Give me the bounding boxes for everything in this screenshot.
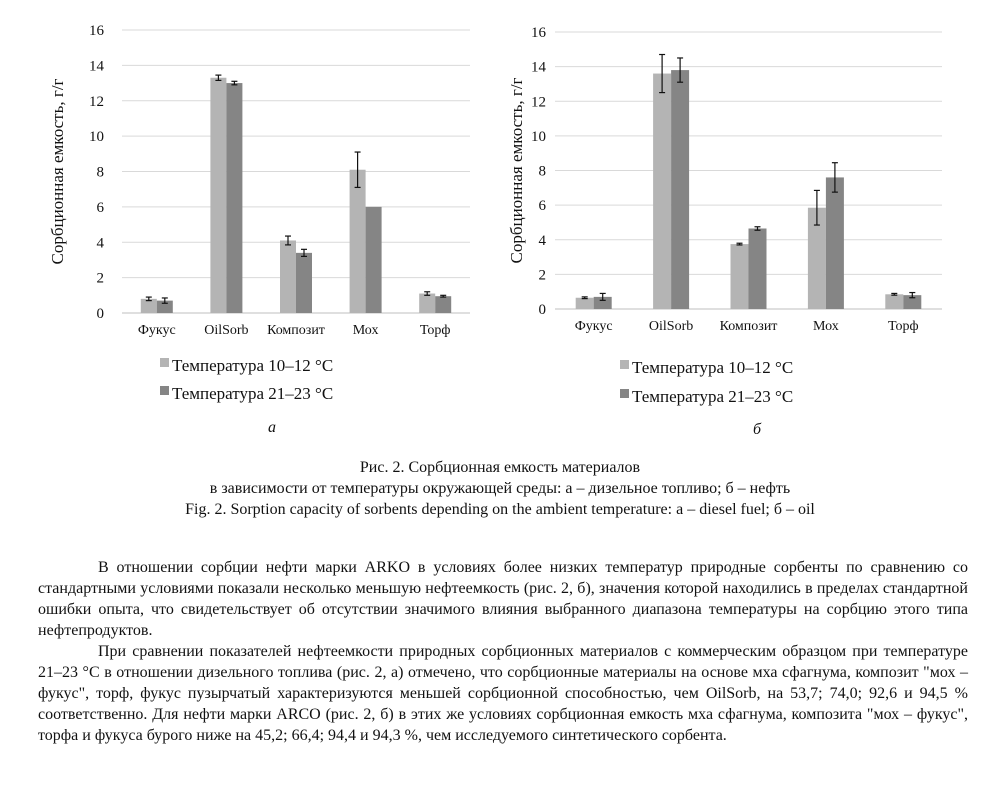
x-category-label: Фукус [574, 319, 613, 334]
y-tick-label: 8 [538, 163, 546, 180]
caption-line-3: Fig. 2. Sorption capacity of sorbents depending on the ambient temperature: а – diesel fuel; б – oil [185, 501, 815, 518]
y-tick-label: 12 [89, 93, 104, 110]
legend-label: Температура 10–12 °С [172, 356, 334, 375]
x-category-label: OilSorb [648, 319, 694, 334]
bar [671, 70, 689, 309]
x-category-label: Мох [813, 319, 839, 334]
bar [885, 294, 903, 309]
bar [826, 177, 844, 309]
y-tick-label: 6 [538, 198, 546, 215]
x-category-label: OilSorb [204, 323, 249, 338]
caption-line-1: Рис. 2. Сорбционная емкость материалов [359, 459, 641, 476]
y-tick-label: 2 [538, 267, 546, 284]
bar [731, 244, 749, 309]
x-category-label: Торф [419, 323, 451, 338]
x-category-label: Композит [719, 319, 778, 334]
bar [366, 207, 382, 313]
y-tick-label: 10 [89, 129, 104, 146]
y-tick-label: 0 [538, 302, 546, 318]
y-tick-label: 4 [96, 235, 104, 252]
legend-label: Температура 21–23 °С [172, 384, 334, 403]
y-axis-label: Сорбционная емкость, г/г [48, 78, 67, 265]
y-tick-label: 14 [531, 59, 546, 76]
legend-swatch [620, 389, 629, 398]
chart-oil [480, 0, 1000, 450]
x-category-label: Композит [267, 323, 325, 338]
y-tick-label: 12 [531, 94, 546, 111]
bar [210, 78, 226, 313]
y-tick-label: 6 [96, 199, 104, 216]
y-axis-label: Сорбционная емкость, г/г [507, 77, 526, 264]
bar [653, 74, 671, 309]
legend-swatch [160, 386, 169, 395]
x-category-label: Торф [888, 319, 919, 334]
y-tick-label: 16 [89, 23, 104, 39]
y-tick-label: 2 [96, 270, 104, 287]
chart-diesel-fuel [0, 0, 500, 450]
y-tick-label: 10 [531, 128, 546, 145]
bar [226, 83, 242, 313]
y-tick-label: 0 [96, 306, 104, 322]
legend-swatch [620, 360, 629, 369]
y-tick-label: 8 [96, 164, 104, 181]
bar [419, 294, 435, 313]
legend-label: Температура 10–12 °С [632, 358, 794, 377]
y-tick-label: 14 [89, 58, 104, 75]
bar [435, 296, 451, 313]
paragraph: При сравнении показателей нефтеемкости природных сорбционных материалов с коммерческим образцом при температуре 21–23 °С в отношении дизельного топлива (рис. 2, а) отмечено, что сорбционные материалы на основе мха сфагнума, композит "мох – фукус", торф, фукус пузырчатый характеризуются меньшей сорбционной способностью, чем OilSorb, на 53,7; 74,0; 92,6 и 94,5 % соответственно. Для нефти марки ARCO (рис. 2, б) в этих же условиях сорбционная емкость мха сфагнума, композита "мох – фукус", торфа и фукуса бурого ниже на 45,2; 66,4; 94,4 и 94,3 %, чем исследуемого синтетического сорбента. [38, 643, 968, 744]
panel-label: а [268, 419, 276, 436]
legend-label: Температура 21–23 °С [632, 387, 794, 406]
paragraph: В отношении сорбции нефти марки ARKO в условиях более низких температур природные сорбенты по сравнению со стандартными условиями показали несколько меньшую нефтеемкость (рис. 2, б), значения которой находились в пределах стандартной ошибки опыта, что свидетельствует об отсутствии значимого влияния выбранного диапазона температуры на сорбцию этого типа нефтепродуктов. [38, 559, 968, 639]
article-body [38, 557, 968, 746]
bar [296, 253, 312, 313]
bar [749, 228, 767, 309]
legend-swatch [160, 358, 169, 367]
bar [280, 240, 296, 313]
panel-label: б [752, 421, 762, 438]
y-tick-label: 16 [531, 25, 546, 41]
caption-line-2: в зависимости от температуры окружающей среды: а – дизельное топливо; б – нефть [209, 480, 791, 497]
bar [576, 298, 594, 309]
x-category-label: Мох [352, 323, 379, 338]
figure-caption [0, 457, 1000, 520]
bar [350, 170, 366, 313]
x-category-label: Фукус [137, 323, 176, 338]
y-tick-label: 4 [538, 232, 546, 249]
